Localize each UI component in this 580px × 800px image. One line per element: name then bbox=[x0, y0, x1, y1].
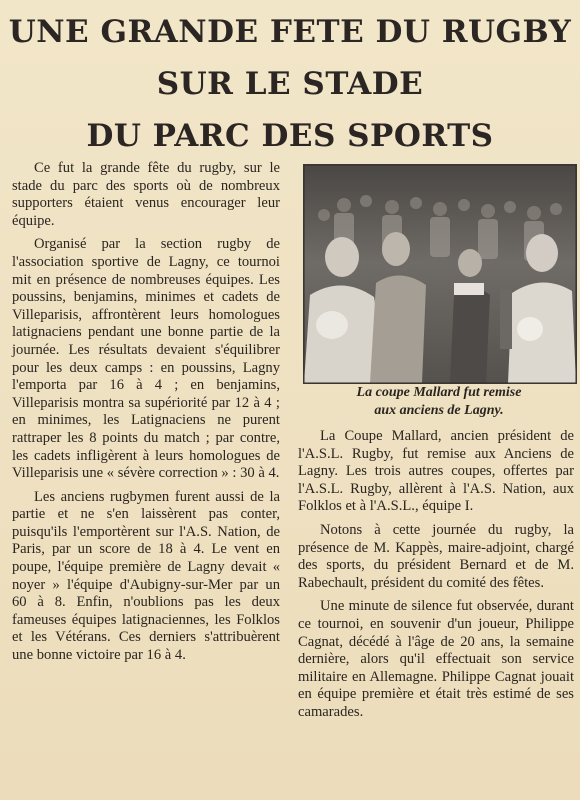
paragraph-officials: Notons à cette journée du rugby, la présence de M. Kappès, maire-adjoint, chargé des sports, du président Bernard et de M. Rabechault, président du comité des fêtes. bbox=[298, 521, 574, 591]
photo-halftone-image bbox=[304, 165, 576, 383]
caption-line-1: La coupe Mallard fut remise bbox=[356, 385, 522, 400]
headline-line-2: SUR LE STADE bbox=[156, 66, 424, 102]
caption-line-2: aux anciens de Lagny. bbox=[374, 403, 504, 418]
paragraph-tribute: Une minute de silence fut observée, durant ce tournoi, en souvenir d'un joueur, Philippe Cagnat, décédé à l'âge de 20 ans, la semaine dernière, alors qu'il effectuait son service militaire en Allemagne. Philippe Cagnat jouait en équipe première et était très estimé de ses camarades. bbox=[298, 598, 574, 720]
photo-caption bbox=[298, 384, 580, 420]
paragraph-tournament: Organisé par la section rugby de l'association sportive de Lagny, ce tournoi mit en présence de nombreuses équipes. Les poussins, benjamins, minimes et cadets de Villeparisis, affrontèrent leurs homologues latignaciens pendant une bonne partie de la journée. Les résultats devaient s'équilibrer pour les deux camps : en poussins, Lagny l'emporta par 16 à 4 ; en benjamins, Villeparisis montra sa supériorité par 12 à 4 ; en minimes, les Latignaciens ne purent rattraper les 8 points du match ; par contre, les cadets infligèrent à leurs homologues de Villeparisis une « sévère correction » : 30 à 4. bbox=[12, 236, 280, 482]
left-column bbox=[12, 160, 280, 671]
right-column bbox=[298, 428, 574, 728]
headline-line-1: UNE GRANDE FETE DU RUGBY bbox=[8, 14, 572, 50]
photo-cup-ceremony bbox=[303, 164, 577, 384]
paragraph-veterans: Les anciens rugbymen furent aussi de la partie et ne s'en laissèrent pas conter, puisqu'ils l'emportèrent sur l'A.S. Nation, de Paris, par un score de 18 à 4. Le vent en poupe, l'équipe première de Lagny devait « noyer » l'équipe d'Aubigny-sur-Mer par un 60 à 8. Enfin, n'oublions pas les deux fameuses équipes latignaciennes, les Folklos et les Vétérans. Ces derniers s'attribuèrent une bonne victoire par 16 à 4. bbox=[12, 488, 280, 664]
paragraph-cups: La Coupe Mallard, ancien président de l'A.S.L. Rugby, fut remise aux Anciens de Lagny. Les trois autres coupes, offertes par l'A.S.L. Rugby, allèrent à l'A.S. Nation, aux Folklos et à l'A.S.L., équipe I. bbox=[298, 428, 574, 515]
headline bbox=[0, 6, 580, 162]
paragraph-intro: Ce fut la grande fête du rugby, sur le stade du parc des sports où de nombreux supporters étaient venus encourager leur équipe. bbox=[12, 160, 280, 229]
headline-line-3: DU PARC DES SPORTS bbox=[86, 118, 494, 154]
